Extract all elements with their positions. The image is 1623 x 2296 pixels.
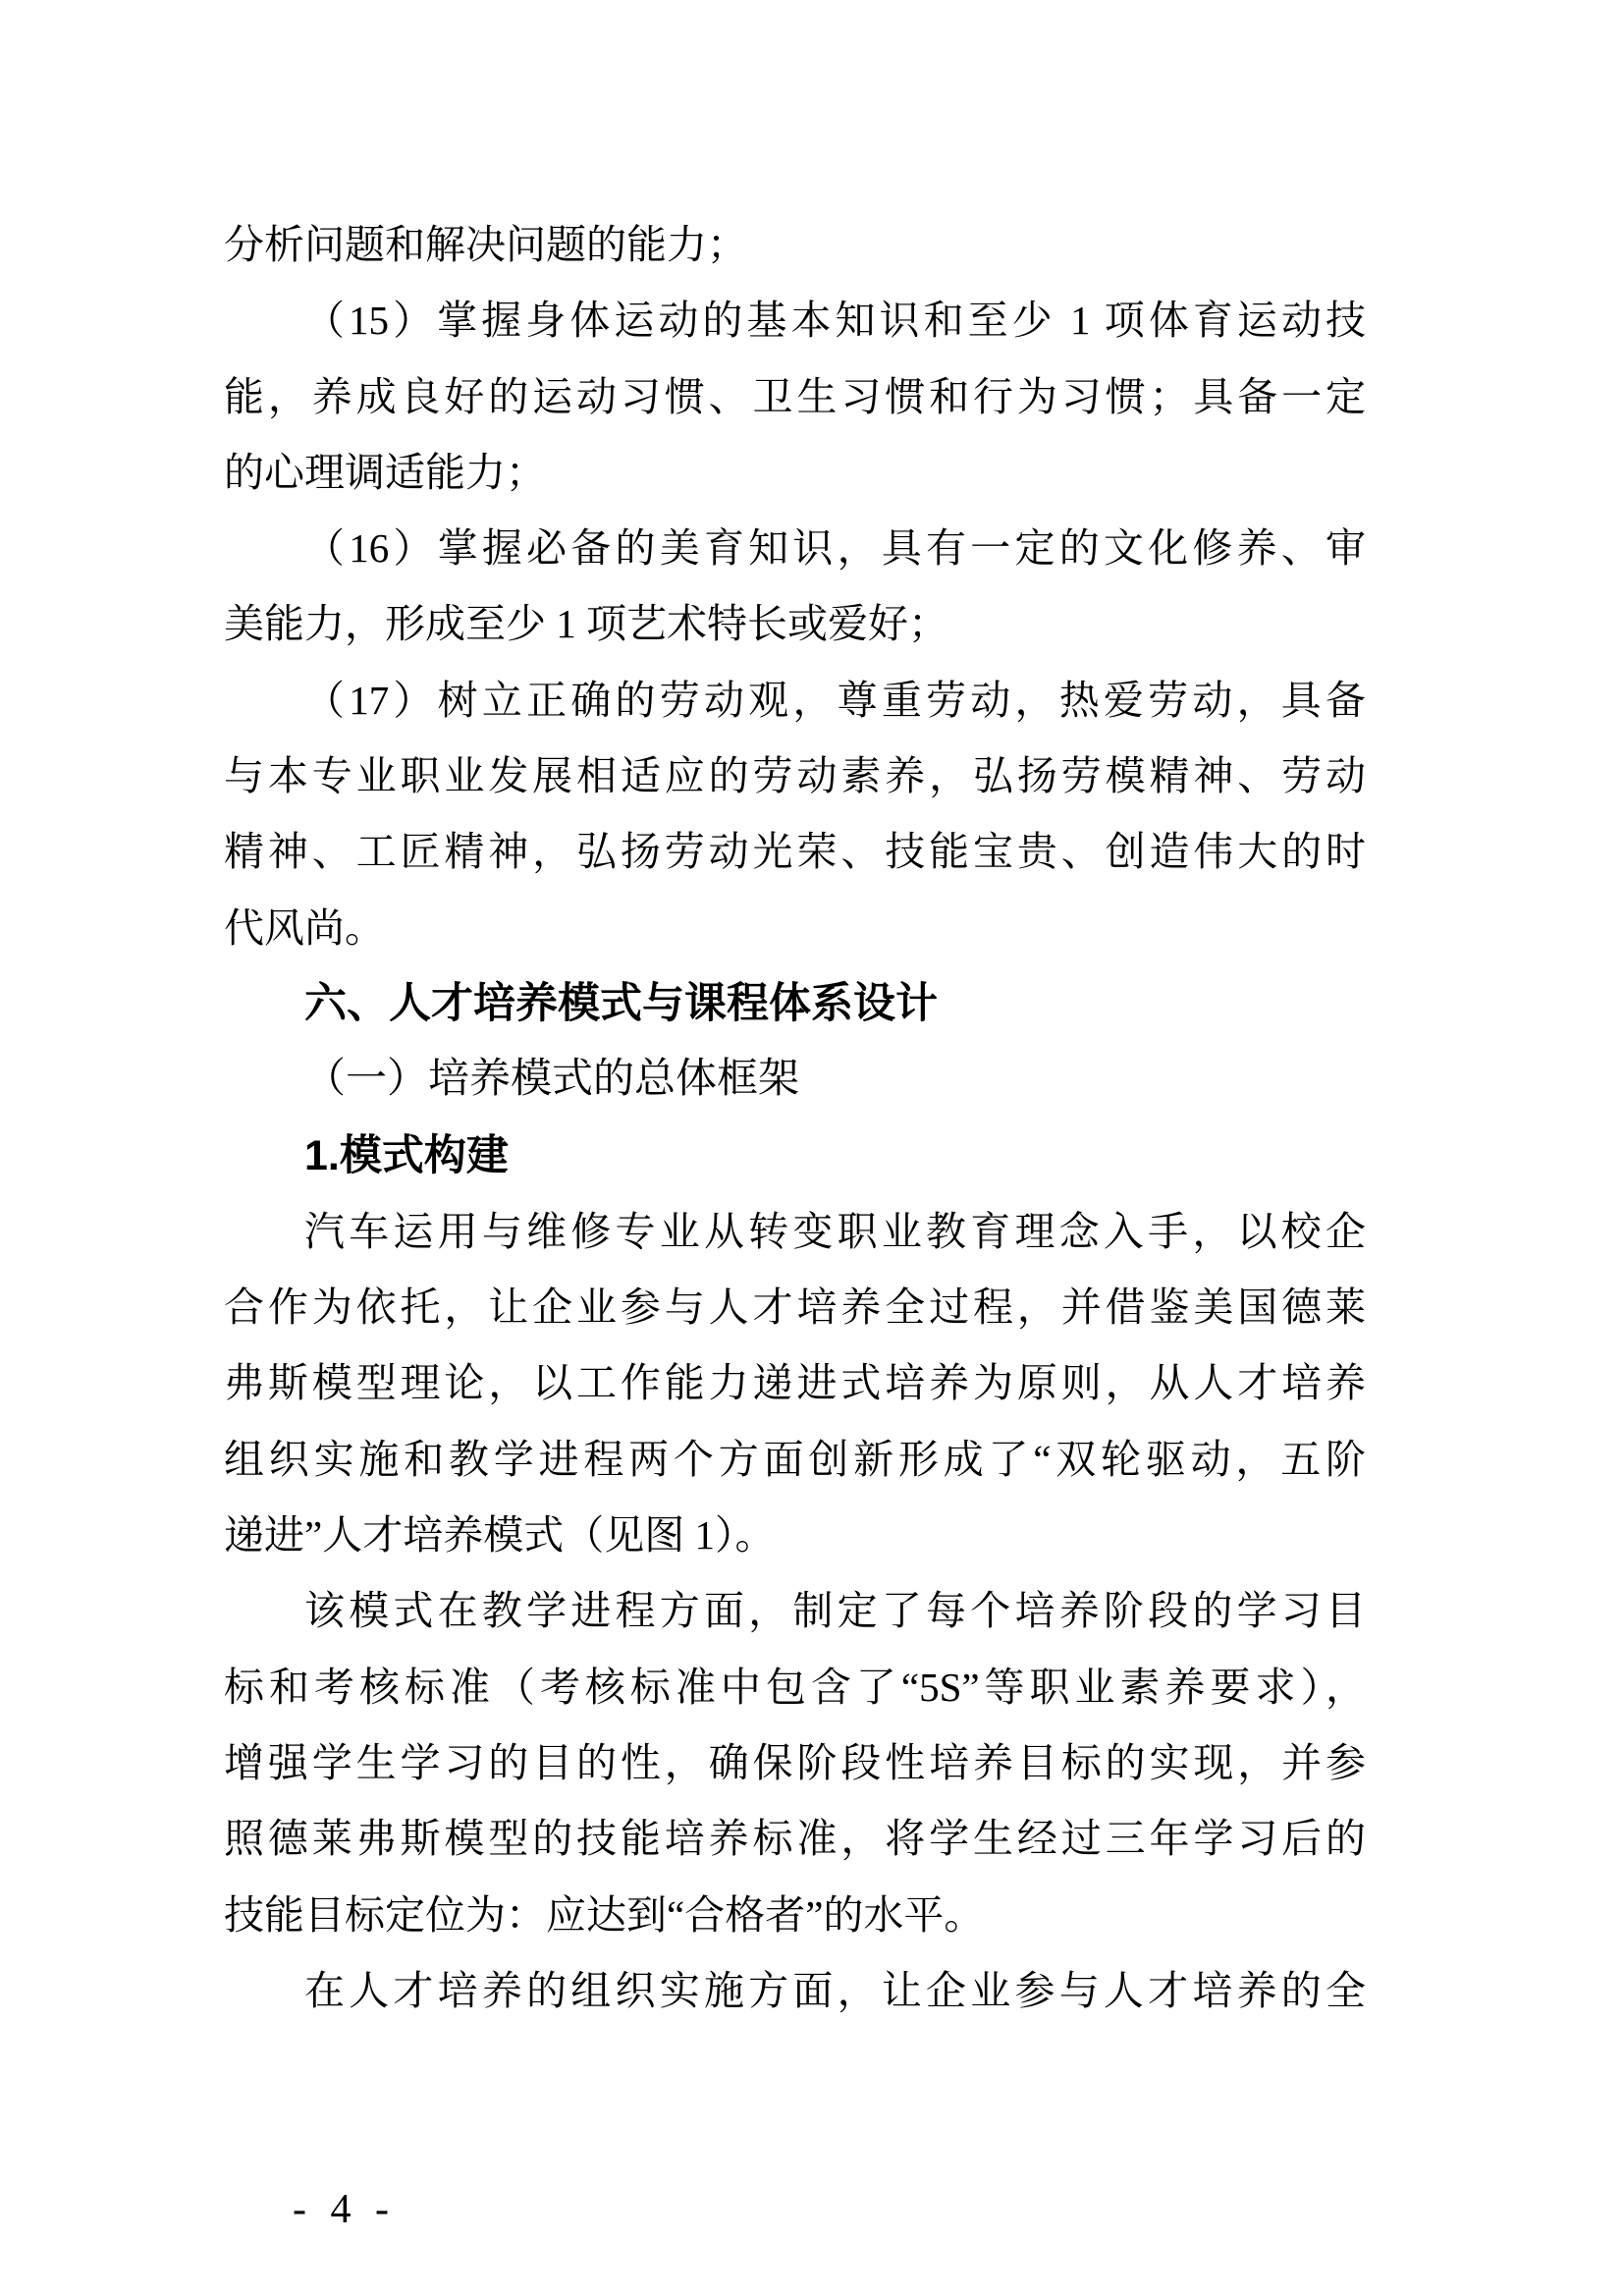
text-block: [224, 207, 1366, 2029]
body-text-line: 的心理调适能力；: [224, 449, 546, 495]
section-heading-line: 1.模式构建: [304, 1131, 509, 1179]
body-text-line: 能，养成良好的运动习惯、卫生习惯和行为习惯；具备一定: [224, 373, 1366, 419]
page-footer: [224, 2139, 396, 2280]
body-text-line: 弗斯模型理论，以工作能力递进式培养为原则，从人才培养: [224, 1360, 1366, 1406]
body-text-line: （17）树立正确的劳动观，尊重劳动，热爱劳动，具备: [304, 677, 1366, 723]
body-text-line: 标和考核标准（考核标准中包含了“5S”等职业素养要求），: [224, 1664, 1366, 1710]
body-text-line: 代风尚。: [224, 904, 385, 951]
body-text-line: 分析问题和解决问题的能力；: [224, 222, 747, 267]
body-text-line: （16）掌握必备的美育知识，具有一定的文化修养、审: [304, 525, 1366, 572]
body-text-line: 递进”人才培养模式（见图 1）。: [224, 1512, 776, 1558]
body-text-line: 美能力，形成至少 1 项艺术特长或爱好；: [224, 601, 948, 647]
section-heading-line: 六、人才培养模式与课程体系设计: [304, 979, 938, 1027]
body-text-line: 在人才培养的组织实施方面，让企业参与人才培养的全: [304, 1967, 1366, 2013]
body-text-line: 精神、工匠精神，弘扬劳动光荣、技能宝贵、创造伟大的时: [224, 829, 1366, 875]
body-text-line: 组织实施和教学进程两个方面创新形成了“双轮驱动，五阶: [224, 1436, 1366, 1482]
body-text-line: 技能目标定位为：应达到“合格者”的水平。: [224, 1891, 985, 1938]
body-text-line: 合作为依托，让企业参与人才培养全过程，并借鉴美国德莱: [224, 1285, 1366, 1331]
body-text-line: 与本专业职业发展相适应的劳动素养，弘扬劳模精神、劳动: [224, 753, 1366, 799]
body-text-line: 照德莱弗斯模型的技能培养标准，将学生经过三年学习后的: [224, 1816, 1366, 1862]
body-text-line: 增强学生学习的目的性，确保阶段性培养目标的实现，并参: [224, 1739, 1366, 1785]
body-text-line: 汽车运用与维修专业从转变职业教育理念入手，以校企: [304, 1208, 1366, 1254]
body-text-line: 该模式在教学进程方面，制定了每个培养阶段的学习目: [304, 1588, 1366, 1634]
page-number: - 4 -: [293, 2187, 396, 2232]
body-text-line: （15）掌握身体运动的基本知识和至少 1 项体育运动技: [304, 298, 1366, 344]
subsection-heading-line: （一）培养模式的总体框架: [304, 1057, 800, 1103]
